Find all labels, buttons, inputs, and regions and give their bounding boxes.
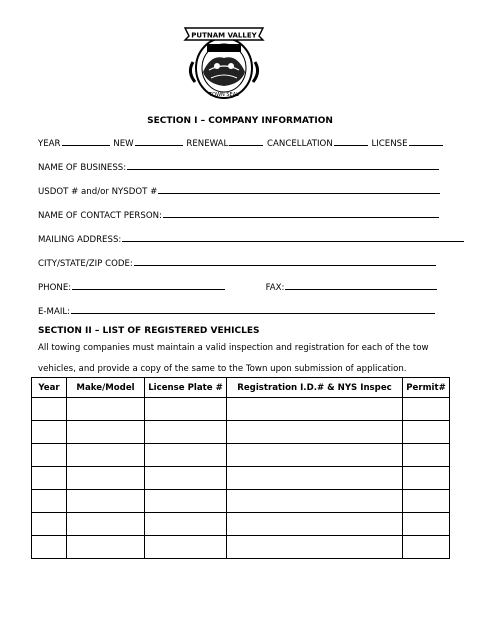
table-header-row xyxy=(32,378,450,398)
table-row xyxy=(32,536,450,559)
header-make-model: Make/Model xyxy=(67,378,145,398)
usdot-row xyxy=(38,184,441,197)
town-seal-logo xyxy=(181,22,267,102)
city-label: CITY/STATE/ZIP CODE: xyxy=(38,259,133,269)
mailing-field[interactable] xyxy=(122,232,464,242)
cell-make-model[interactable] xyxy=(67,421,145,444)
cell-license-plate[interactable] xyxy=(145,398,227,421)
cell-registration[interactable] xyxy=(227,421,403,444)
cell-registration[interactable] xyxy=(227,536,403,559)
section-1-title: SECTION I – COMPANY INFORMATION xyxy=(147,116,333,126)
instructions-line-2: vehicles, and provide a copy of the same to the Town upon submission of application. xyxy=(38,364,407,374)
cell-registration[interactable] xyxy=(227,467,403,490)
business-field[interactable] xyxy=(127,160,439,170)
cell-make-model[interactable] xyxy=(67,536,145,559)
usdot-label: USDOT # and/or NYSDOT # xyxy=(38,187,158,197)
svg-text:PUTNAM VALLEY: PUTNAM VALLEY xyxy=(191,31,257,40)
phone-field[interactable] xyxy=(72,280,225,290)
cell-registration[interactable] xyxy=(227,398,403,421)
usdot-field[interactable] xyxy=(158,184,440,194)
cell-permit[interactable] xyxy=(403,536,450,559)
email-label: E-MAIL: xyxy=(38,307,71,317)
business-row xyxy=(38,160,440,173)
header-registration: Registration I.D.# & NYS Inspec xyxy=(227,378,403,398)
fax-field[interactable] xyxy=(285,280,437,290)
cell-permit[interactable] xyxy=(403,421,450,444)
cell-license-plate[interactable] xyxy=(145,490,227,513)
contact-row xyxy=(38,208,440,221)
cell-license-plate[interactable] xyxy=(145,421,227,444)
type-row xyxy=(38,136,444,149)
mailing-label: MAILING ADDRESS: xyxy=(38,235,122,245)
header-license-plate: License Plate # xyxy=(145,378,227,398)
renewal-field[interactable] xyxy=(229,136,263,146)
new-field[interactable] xyxy=(135,136,183,146)
table-row xyxy=(32,421,450,444)
header-permit: Permit# xyxy=(403,378,450,398)
cell-registration[interactable] xyxy=(227,444,403,467)
cell-make-model[interactable] xyxy=(67,467,145,490)
phone-label: PHONE: xyxy=(38,283,72,293)
cell-year[interactable] xyxy=(32,513,67,536)
cell-make-model[interactable] xyxy=(67,513,145,536)
cell-make-model[interactable] xyxy=(67,444,145,467)
cell-make-model[interactable] xyxy=(67,398,145,421)
table-row xyxy=(32,398,450,421)
cell-license-plate[interactable] xyxy=(145,444,227,467)
header-year: Year xyxy=(32,378,67,398)
cancellation-field[interactable] xyxy=(334,136,368,146)
business-label: NAME OF BUSINESS: xyxy=(38,163,127,173)
cell-year[interactable] xyxy=(32,490,67,513)
cell-year[interactable] xyxy=(32,467,67,490)
cell-permit[interactable] xyxy=(403,490,450,513)
instructions-paragraph xyxy=(38,338,448,380)
cell-year[interactable] xyxy=(32,398,67,421)
cell-year[interactable] xyxy=(32,536,67,559)
table-row xyxy=(32,513,450,536)
section-2-title: SECTION II – LIST OF REGISTERED VEHICLES xyxy=(38,326,260,336)
table-row xyxy=(32,444,450,467)
cell-registration[interactable] xyxy=(227,513,403,536)
table-row xyxy=(32,467,450,490)
year-label: YEAR xyxy=(38,139,61,149)
cell-permit[interactable] xyxy=(403,467,450,490)
renewal-label: RENEWAL xyxy=(186,139,229,149)
license-label: LICENSE xyxy=(371,139,408,149)
cell-permit[interactable] xyxy=(403,444,450,467)
cell-license-plate[interactable] xyxy=(145,467,227,490)
license-field[interactable] xyxy=(409,136,443,146)
cell-permit[interactable] xyxy=(403,513,450,536)
mailing-row xyxy=(38,232,465,245)
new-label: NEW xyxy=(113,139,134,149)
year-field[interactable] xyxy=(62,136,110,146)
email-row xyxy=(38,304,436,317)
city-row xyxy=(38,256,437,269)
cell-make-model[interactable] xyxy=(67,490,145,513)
table-row xyxy=(32,490,450,513)
vehicles-table xyxy=(31,377,450,559)
cell-permit[interactable] xyxy=(403,398,450,421)
cell-year[interactable] xyxy=(32,444,67,467)
phone-fax-row xyxy=(38,280,438,293)
cell-license-plate[interactable] xyxy=(145,536,227,559)
email-field[interactable] xyxy=(71,304,435,314)
contact-field[interactable] xyxy=(163,208,439,218)
fax-label: FAX: xyxy=(265,283,285,293)
cell-registration[interactable] xyxy=(227,490,403,513)
instructions-line-1: All towing companies must maintain a valid inspection and registration for each of the tow xyxy=(38,343,429,353)
cell-year[interactable] xyxy=(32,421,67,444)
city-field[interactable] xyxy=(134,256,436,266)
contact-label: NAME OF CONTACT PERSON: xyxy=(38,211,162,221)
cancellation-label: CANCELLATION xyxy=(267,139,333,149)
svg-text:TOWN SEAL: TOWN SEAL xyxy=(209,92,239,98)
cell-license-plate[interactable] xyxy=(145,513,227,536)
